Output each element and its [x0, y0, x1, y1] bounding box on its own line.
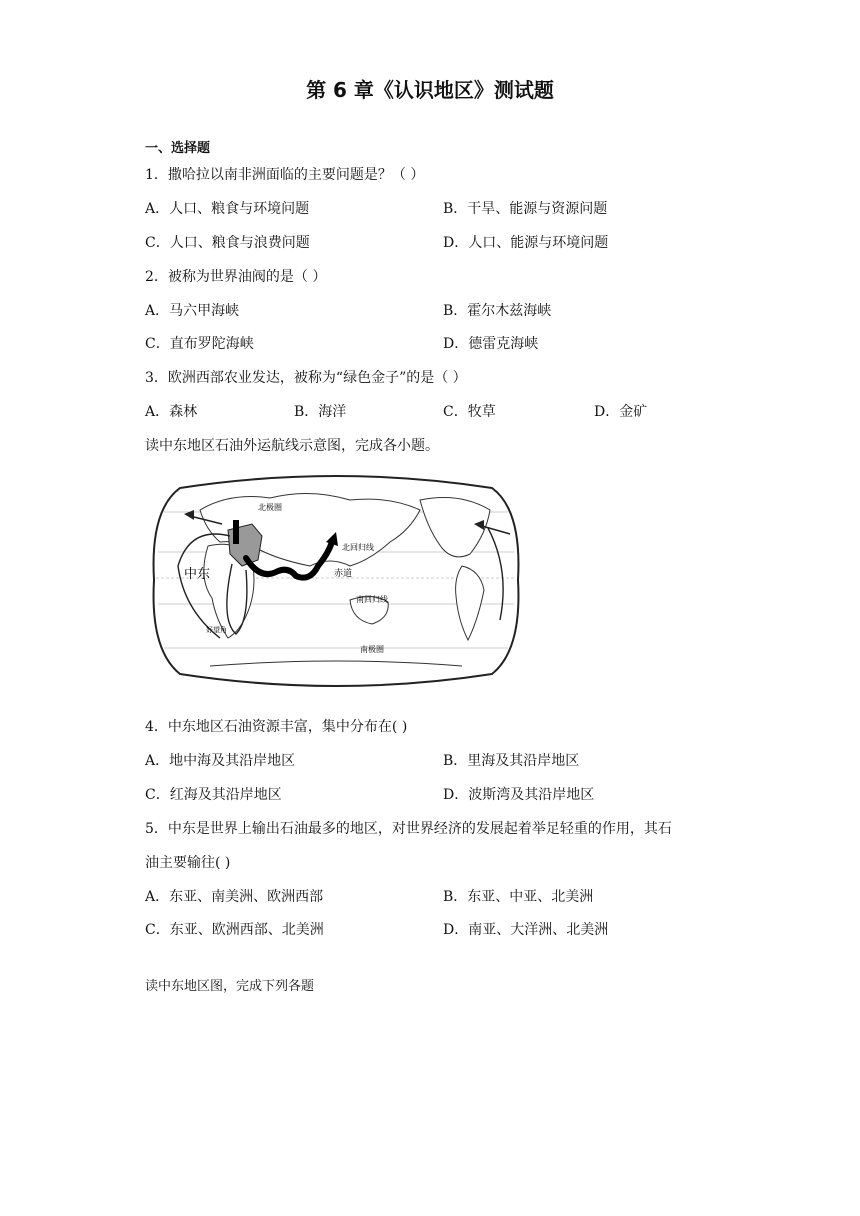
label-tropic-cancer: 北回归线 [342, 543, 374, 552]
question-1-option-b: B．干旱、能源与资源问题 [443, 201, 608, 217]
question-1-option-a: A．人口、粮食与环境问题 [145, 201, 310, 217]
map-intro: 读中东地区石油外运航线示意图，完成各小题。 [145, 438, 439, 454]
question-1-stem: 1．撒哈拉以南非洲面临的主要问题是？（ ） [145, 167, 425, 183]
question-2-option-a: A．马六甲海峡 [145, 303, 240, 319]
question-3-option-c: C．牧草 [443, 404, 496, 420]
question-3-stem: 3．欧洲西部农业发达，被称为“绿色金子”的是（ ） [145, 370, 467, 386]
question-5-stem-line-1: 5．中东是世界上输出石油最多的地区，对世界经济的发展起着举足轻重的作用，其石 [145, 821, 672, 837]
question-1-option-d: D．人口、能源与环境问题 [443, 235, 609, 251]
label-tropic-capricorn: 南回归线 [356, 595, 388, 604]
question-3-option-b: B．海洋 [294, 404, 347, 420]
question-5-option-b: B．东亚、中亚、北美洲 [443, 889, 594, 905]
label-equator: 赤道 [334, 569, 353, 579]
label-cape: 好望角 [206, 626, 227, 634]
question-4-option-d: D．波斯湾及其沿岸地区 [443, 787, 595, 803]
oil-route-world-map [150, 470, 522, 692]
question-2-stem: 2．被称为世界油阀的是（ ） [145, 269, 327, 285]
question-3-option-a: A．森林 [145, 404, 198, 420]
question-5-stem-line-2: 油主要输往( ) [145, 855, 231, 871]
question-4-option-a: A．地中海及其沿岸地区 [145, 753, 296, 769]
label-south-pole-circle: 南极圈 [360, 645, 384, 654]
question-5-option-a: A．东亚、南美洲、欧洲西部 [145, 889, 324, 905]
question-2-option-b: B．霍尔木兹海峡 [443, 303, 552, 319]
label-north-pole-circle: 北极圈 [258, 503, 282, 512]
question-4-stem: 4．中东地区石油资源丰富，集中分布在( ) [145, 719, 408, 735]
map-intro-2: 读中东地区图，完成下列各题 [145, 979, 315, 994]
section-heading: 一、选择题 [145, 141, 211, 156]
question-1-option-c: C．人口、粮食与浪费问题 [145, 235, 310, 251]
question-2-option-c: C．直布罗陀海峡 [145, 336, 254, 352]
question-2-option-d: D．德雷克海峡 [443, 336, 539, 352]
page-title: 第 6 章《认识地区》测试题 [306, 78, 554, 102]
question-4-option-c: C．红海及其沿岸地区 [145, 787, 282, 803]
question-5-option-c: C．东亚、欧洲西部、北美洲 [145, 922, 324, 938]
label-middle-east: 中东 [184, 567, 211, 582]
question-5-option-d: D．南亚、大洋洲、北美洲 [443, 922, 609, 938]
question-3-option-d: D．金矿 [594, 404, 648, 420]
question-4-option-b: B．里海及其沿岸地区 [443, 753, 580, 769]
